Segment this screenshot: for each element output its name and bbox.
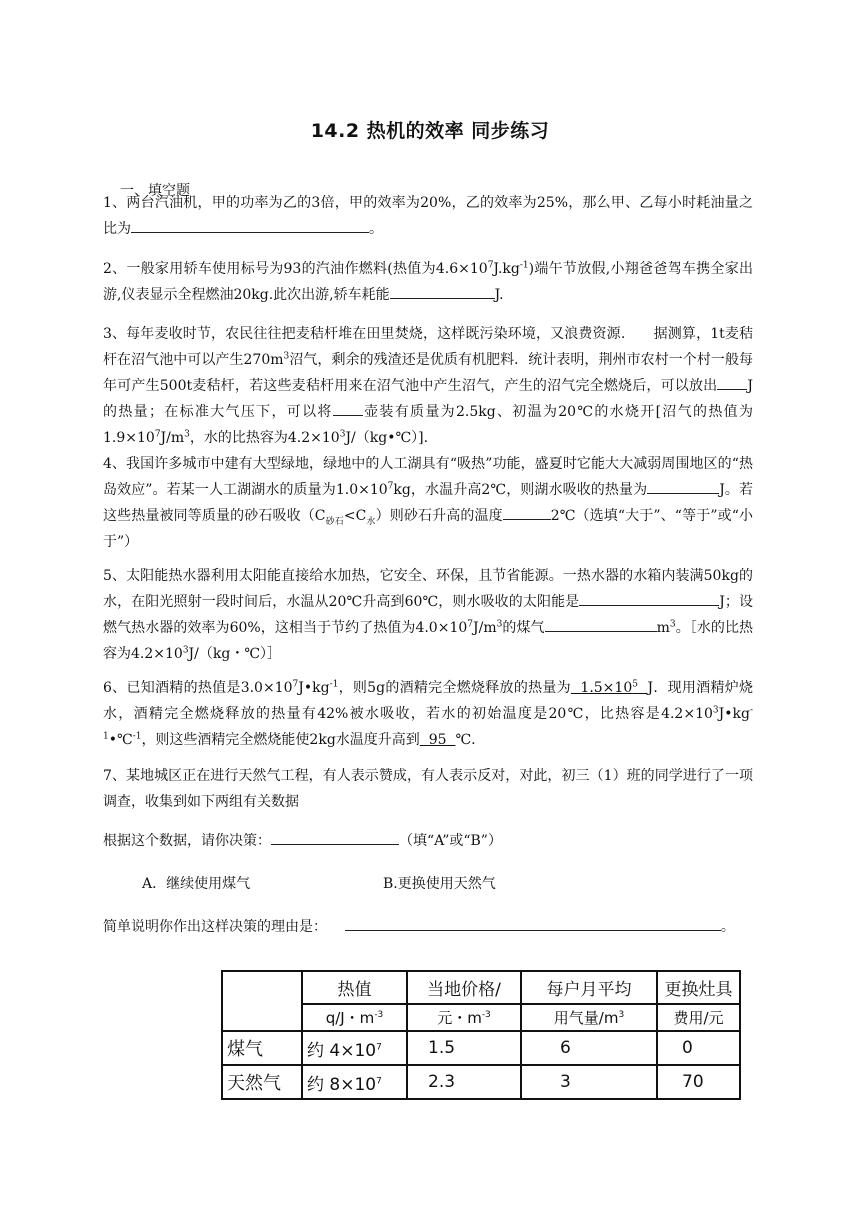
table-cell: 约 $8\times 10^7$ xyxy=(302,1065,407,1099)
question-2: 2、一般家用轿车使用标号为93的汽油作燃料(热值为$4.6\times 10^7J.kg^{-1}$)端午节放假,小翔爸爸驾车携全家出游,仪表显示全程燃油20kg.此次出游,轿车耗能 J. xyxy=(103,260,753,303)
answer-blank[interactable] xyxy=(545,615,657,632)
answer-blank[interactable] xyxy=(333,399,363,416)
table-header: 热值 xyxy=(302,971,407,1004)
option-b: B.更换使用天然气 xyxy=(383,876,496,892)
question-3: 3、每年麦收时节，农民往往把麦秸杆堆在田里焚烧，这样既污染环境，又浪费资源. 据测算，1t麦秸杆在沼气池中可以产生$270m^3$沼气，剩余的残渣还是优质有机肥料．统计表明，荆州市农村一个村一般每年可产生500t麦秸杆，若这些麦秸杆用来在沼气池中产生沼气，产生的沼气完全燃烧后，可以放出 J的热量；在标准大气压下，可以将 壶装有质量为2.5kg、初温为20℃的水烧开[沼气的热值为$1.9\times 10^7J/m^3$，水的比热容为$4.2\times 10^3J/(kg•℃)$]. xyxy=(103,326,754,446)
table-row xyxy=(222,1031,740,1065)
question-7: 7、某地城区正在进行天然气工程，有人表示赞成，有人表示反对，对此，初三（1）班的同学进行了一项调查，收集到如下两组有关数据 xyxy=(103,768,753,810)
table-header-unit: 用气量$/m^3$ xyxy=(521,1004,657,1032)
section-heading: 一、填空题 xyxy=(120,183,190,199)
question-6: 6、已知酒精的热值是$3.0\times 10^7J•kg^{-1}$，则5g的酒精完全燃烧释放的热量为 $1.5\times 10^5$ J．现用酒精炉烧水，酒精完全燃烧释放的热量有42%被水吸收，若水的初始温度是20℃，比热容是$4.2\times 10^3J•kg^{-1}•℃^{-1}$，则这些酒精完全燃烧能使2kg水温度升高到 95 ℃. xyxy=(103,679,753,748)
table-cell: 0 xyxy=(657,1031,740,1065)
table-header: 更换灶具 xyxy=(657,971,740,1004)
table-header-row xyxy=(222,971,740,1004)
table-cell: 约 $4\times 10^7$ xyxy=(302,1031,407,1065)
decision-blank[interactable] xyxy=(271,828,399,845)
table-row xyxy=(222,1065,740,1099)
row-label: 天然气 xyxy=(222,1065,302,1099)
table-cell: 70 xyxy=(657,1065,740,1099)
table-header-unit: 费用/元 xyxy=(657,1004,740,1032)
question-1: 1、两台汽油机，甲的功率为乙的3倍，甲的效率为20%，乙的效率为25%，那么甲、乙每小时耗油量之比为 。 xyxy=(103,195,753,237)
answer-blank[interactable] xyxy=(390,282,495,299)
answer-blank[interactable] xyxy=(503,503,551,520)
answer-blank[interactable] xyxy=(647,477,719,494)
table-header: 每户月平均 xyxy=(521,971,657,1004)
reason-line: 简单说明你作出这样决策的理由是： 。 xyxy=(103,914,753,940)
answer-blank[interactable] xyxy=(131,216,369,233)
answer-1: $1.5\times 10^5$ xyxy=(580,679,638,696)
table-header: 当地价格/ xyxy=(407,971,521,1004)
answer-blank[interactable] xyxy=(579,589,719,606)
table-corner-cell xyxy=(222,971,302,1031)
table-header-unit: q/J・$m^{-3}$ xyxy=(302,1004,407,1032)
answer-2: 95 xyxy=(428,732,447,748)
answer-blank[interactable] xyxy=(717,373,747,390)
question-4: 4、我国许多城市中建有大型绿地，绿地中的人工湖具有“吸热”功能，盛夏时它能大大减弱周围地区的“热岛效应”。若某一人工湖湖水的质量为$1.0\times 10^7kg$，水温升高2℃，则湖水吸收的热量为 J。若这些热量被同等质量的砂石吸收$(C_{砂石}<C_水)$则砂石升高的温度 2℃（选填“大于”、“等于”或“小于”） xyxy=(103,456,753,550)
page-title: 14.2 热机的效率 同步练习 xyxy=(310,120,550,142)
table-header-unit: 元・$m^{-3}$ xyxy=(407,1004,521,1032)
row-label: 煤气 xyxy=(222,1031,302,1065)
table-cell: 1.5 xyxy=(407,1031,521,1065)
decision-line: 根据这个数据，请你决策： （填“A”或“B”） xyxy=(103,828,753,854)
table-cell: 2.3 xyxy=(407,1065,521,1099)
gas-comparison-table xyxy=(221,970,741,1100)
table-cell: 3 xyxy=(521,1065,657,1099)
option-a: A．继续使用煤气 xyxy=(142,876,251,892)
table-cell: 6 xyxy=(521,1031,657,1065)
question-5: 5、太阳能热水器利用太阳能直接给水加热，它安全、环保，且节省能源。一热水器的水箱内装满50kg的水，在阳光照射一段时间后，水温从20℃升高到60℃，则水吸收的太阳能是 J；设燃气热水器的效率为60%，这相当于节约了热值为$4.0\times 10^7J/m^3$的煤气 $m^3$。［水的比热容为$4.2\times 10^3J/(kg$・℃）］ xyxy=(103,568,754,662)
reason-blank[interactable] xyxy=(345,914,721,931)
